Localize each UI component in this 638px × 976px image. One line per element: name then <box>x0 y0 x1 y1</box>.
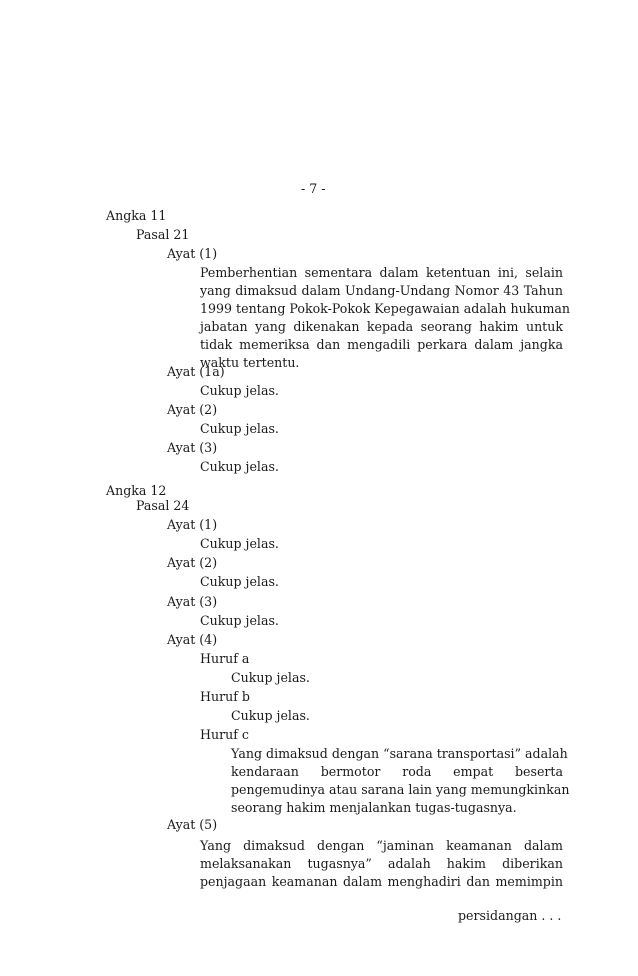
paragraph-line: tidak memeriksa dan mengadili perkara dalam jangka <box>200 337 563 352</box>
paragraph-line: kendaraan bermotor roda empat beserta <box>231 764 563 779</box>
ayat-label: Ayat (4) <box>167 632 218 647</box>
paragraph-line: penjagaan keamanan dalam menghadiri dan memimpin <box>200 874 563 889</box>
paragraph-line: Yang dimaksud dengan “sarana transportasi” adalah <box>231 746 568 761</box>
huruf-text: Cukup jelas. <box>231 708 310 723</box>
paragraph-line: melaksanakan tugasnya” adalah hakim diberikan <box>200 856 563 871</box>
huruf-label: Huruf c <box>200 727 249 742</box>
ayat-label: Ayat (1) <box>167 517 218 532</box>
paragraph-line: waktu tertentu. <box>200 355 300 370</box>
ayat-label: Ayat (3) <box>167 594 218 609</box>
paragraph-line: pengemudinya atau sarana lain yang memungkinkan <box>231 782 570 797</box>
ayat-label: Ayat (1a) <box>167 364 225 379</box>
angka-heading: Angka 11 <box>106 208 167 223</box>
pasal-heading: Pasal 21 <box>136 227 190 242</box>
ayat-label: Ayat (2) <box>167 555 218 570</box>
paragraph-line: yang dimaksud dalam Undang-Undang Nomor 43 Tahun <box>200 283 563 298</box>
ayat-label: Ayat (1) <box>167 246 218 261</box>
paragraph-line: 1999 tentang Pokok-Pokok Kepegawaian adalah hukuman <box>200 301 571 316</box>
paragraph-line: Pemberhentian sementara dalam ketentuan ini, selain <box>200 265 563 280</box>
ayat-text: Cukup jelas. <box>200 613 279 628</box>
ayat-text: Cukup jelas. <box>200 421 279 436</box>
ayat-label: Ayat (5) <box>167 817 218 832</box>
paragraph-line: jabatan yang dikenakan kepada seorang hakim untuk <box>200 319 563 334</box>
huruf-text: Cukup jelas. <box>231 670 310 685</box>
paragraph-line: seorang hakim menjalankan tugas-tugasnya. <box>231 800 517 815</box>
paragraph-line: Yang dimaksud dengan “jaminan keamanan dalam <box>200 838 563 853</box>
pasal-heading: Pasal 24 <box>136 498 190 513</box>
ayat-text: Cukup jelas. <box>200 459 279 474</box>
ayat-text: Cukup jelas. <box>200 383 279 398</box>
huruf-label: Huruf b <box>200 689 250 704</box>
continuation-catchword: persidangan . . . <box>458 908 562 923</box>
ayat-text: Cukup jelas. <box>200 536 279 551</box>
ayat-label: Ayat (2) <box>167 402 218 417</box>
angka-heading: Angka 12 <box>106 483 167 498</box>
huruf-label: Huruf a <box>200 651 250 666</box>
ayat-label: Ayat (3) <box>167 440 218 455</box>
ayat-text: Cukup jelas. <box>200 574 279 589</box>
page-number: - 7 - <box>301 181 326 196</box>
